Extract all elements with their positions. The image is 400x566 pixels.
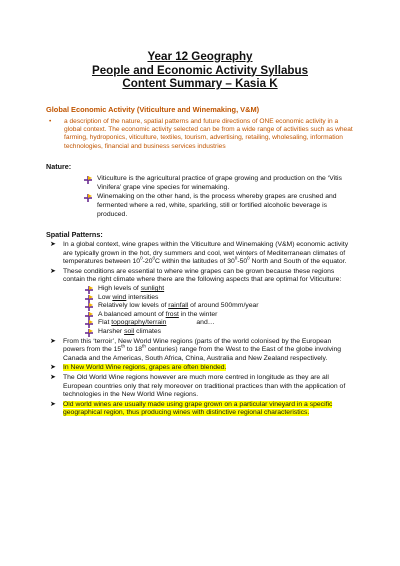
superscript: 0 (234, 256, 238, 262)
spatial-text: -20 (142, 258, 153, 266)
aspect-text: High levels of (98, 285, 141, 293)
aspect-text: Low (98, 293, 113, 301)
spatial-text: The Old World Wine regions however are much more centred in longitude as they are all European countries only that rely moreover on traditional practices than with the application of technologies in the New World Wine regions. (63, 374, 346, 399)
flag-bullet-icon (84, 194, 92, 202)
aspect-keyword: sunlight (140, 285, 165, 293)
aspect-item (85, 311, 354, 320)
title-line-3: Content Summary – Kasia K (122, 77, 278, 90)
spatial-text: centuries) range from the West to the East of the globe involving Canada and the Americas, South Africa, China, Australia and New Zealand respectively. (63, 346, 342, 362)
spatial-text: In a global context, wine grapes within the Viticulture and Winemaking (V&M) economic activity are typically grown in the hot, dry summers and cool, wet winters of Mediterranean climates of temperatures between 10 (63, 241, 349, 266)
aspect-keyword: soil (124, 328, 135, 336)
aspect-item (85, 302, 354, 311)
arrow-bullet-icon: ➤ (50, 364, 56, 372)
aspect-text: A balanced amount of (98, 310, 166, 318)
aspect-keyword: wind (112, 293, 127, 301)
spatial-text: C within the latitudes of 30 (155, 258, 235, 266)
aspect-text: intensities (126, 293, 159, 301)
spatial-item (50, 241, 354, 267)
arrow-bullet-icon: ➤ (50, 267, 56, 275)
spatial-item (50, 268, 354, 337)
spatial-item (50, 364, 354, 373)
superscript: th (121, 343, 126, 349)
aspect-text: and… (196, 319, 215, 327)
arrow-bullet-icon: ➤ (50, 400, 56, 408)
arrow-bullet-icon: ➤ (50, 337, 56, 345)
global-list (46, 118, 354, 152)
spatial-text: These conditions are essential to where wine grapes can be grown because these regions contain the right climate where there are the following aspects that are optimal for Viticulture: (63, 267, 342, 284)
nature-item (84, 175, 354, 192)
spatial-heading: Spatial Patterns: (46, 230, 103, 240)
arrow-bullet-icon: ➤ (50, 241, 56, 249)
superscript: th (142, 343, 146, 349)
nature-heading: Nature: (46, 162, 72, 172)
global-bullet: • a description of the nature, spatial patterns and future directions of ONE economic activity in a global context. The economic activity selected can be from a wide range of activities such as wheat farming, hydroponics, viticulture, textiles, tourism, advertising, retailing, wholesaling, information technologies, financial and business services industries (46, 118, 354, 152)
highlighted-text: In New World Wine regions, grapes are often blended. (63, 364, 227, 372)
nature-list (46, 175, 354, 219)
superscript: 0 (152, 256, 156, 262)
superscript: 0 (140, 256, 143, 262)
aspect-text: Flat (98, 319, 112, 327)
aspect-item (85, 294, 354, 303)
aspect-text: of around 500mm/year (188, 302, 259, 310)
highlighted-text: Old world wines are usually made using grape grown on a particular vineyard in a specific geographical region, thus producing wines with distinctive regional characteristics. (63, 400, 333, 417)
aspect-text: in the winter (178, 310, 218, 318)
spatial-text: From this ‘terroir’, New World Wine regions (parts of the world colonised by the European powers from the 15 (63, 337, 332, 354)
aspect-item (85, 285, 354, 294)
flag-bullet-icon (84, 176, 92, 184)
aspect-list (63, 285, 354, 337)
spatial-item (50, 338, 354, 364)
nature-item-text: Winemaking on the other hand, is the process whereby grapes are crushed and fermented where a red, white, sparkling, still or fortified alcoholic beverage is produced. (97, 193, 337, 218)
aspect-text: Harsher (98, 328, 125, 336)
flag-bullet-icon (85, 329, 93, 337)
aspect-keyword: topography/terrain (111, 319, 167, 327)
spatial-text: North and South of the equator. (249, 258, 347, 266)
nature-item-text: Viticulture is the agricultural practice of grape growing and production on the ‘Vitis Vinifera’ grape vine species for winemaking. (97, 175, 342, 191)
spatial-item (50, 401, 354, 418)
document-title (46, 50, 354, 91)
spatial-list (46, 241, 354, 418)
spatial-text: to 18 (125, 346, 143, 354)
global-heading: Global Economic Activity (Viticulture and Winemaking, V&M) (46, 104, 260, 114)
aspect-text: Relatively low levels of (98, 302, 169, 310)
spatial-text: -50 (237, 258, 248, 266)
aspect-keyword: frost (165, 310, 179, 318)
spatial-item (50, 374, 354, 400)
superscript: 0 (247, 256, 250, 262)
aspect-item (85, 328, 354, 337)
title-line-2: People and Economic Activity Syllabus (91, 63, 309, 77)
title-line-1: Year 12 Geography (147, 50, 253, 63)
aspect-item (85, 319, 354, 328)
arrow-bullet-icon: ➤ (50, 374, 56, 381)
aspect-text: climates (134, 328, 162, 336)
nature-item (84, 193, 354, 219)
aspect-keyword: rainfall (168, 302, 189, 310)
